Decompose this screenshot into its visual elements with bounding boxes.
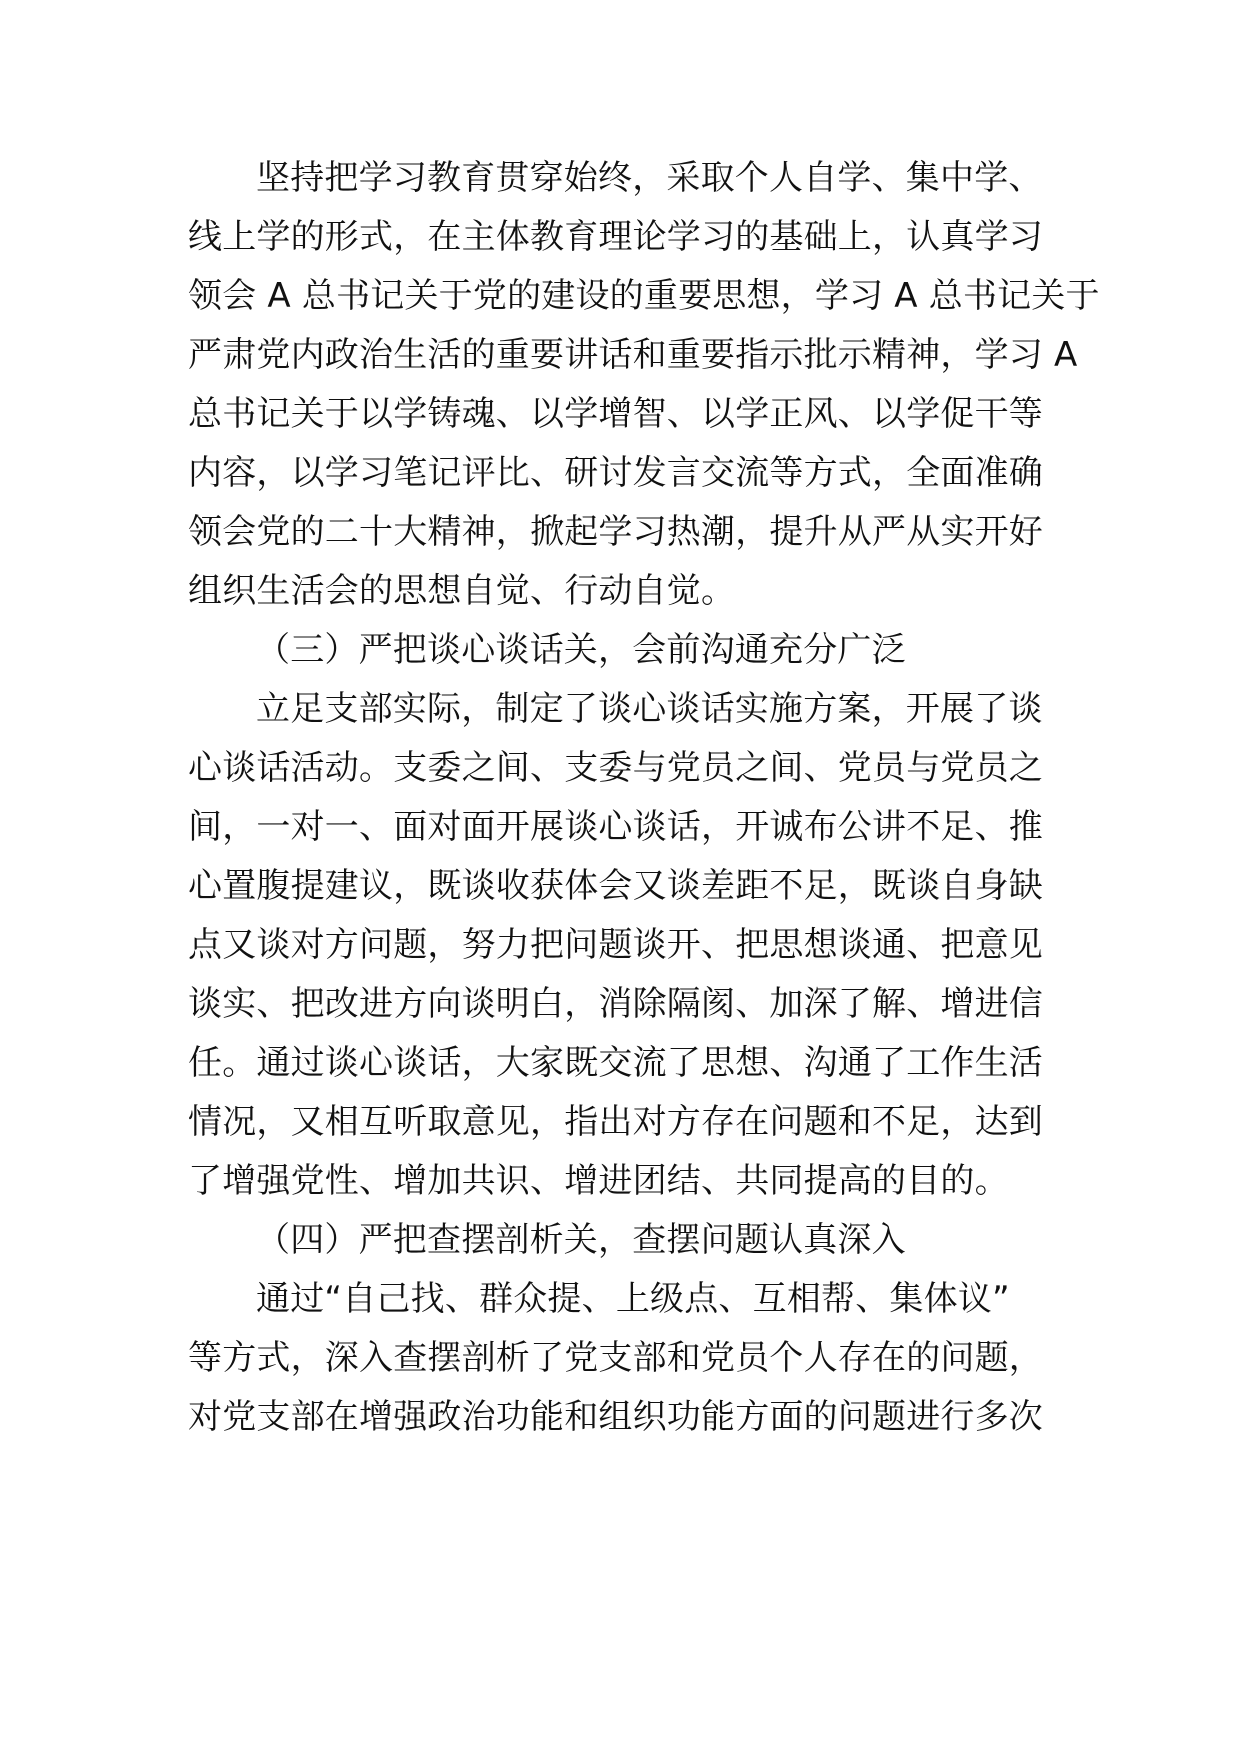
paragraph-line: 等方式，深入查摆剖析了党支部和党员个人存在的问题， — [188, 1338, 1043, 1378]
paragraph-line: 心置腹提建议，既谈收获体会又谈差距不足，既谈自身缺 — [188, 866, 1043, 906]
paragraph-line: 立足支部实际，制定了谈心谈话实施方案，开展了谈 — [256, 689, 1043, 729]
paragraph-line: 谈实、把改进方向谈明白，消除隔阂、加深了解、增进信 — [188, 984, 1043, 1024]
paragraph-line: 心谈话活动。支委之间、支委与党员之间、党员与党员之 — [188, 748, 1043, 788]
paragraph-line: 总书记关于以学铸魂、以学增智、以学正风、以学促干等 — [188, 394, 1043, 434]
paragraph-line: 坚持把学习教育贯穿始终，采取个人自学、集中学、 — [256, 158, 1043, 198]
paragraph-line: 任。通过谈心谈话，大家既交流了思想、沟通了工作生活 — [188, 1043, 1043, 1083]
paragraph-line: 通过“自己找、群众提、上级点、互相帮、集体议” — [256, 1279, 1010, 1319]
paragraph-line: 领会 A 总书记关于党的建设的重要思想，学习 A 总书记关于 — [188, 276, 1100, 316]
paragraph-line: 领会党的二十大精神，掀起学习热潮，提升从严从实开好 — [188, 512, 1043, 552]
paragraph-line: 了增强党性、增加共识、增进团结、共同提高的目的。 — [188, 1161, 1009, 1201]
paragraph-line: 线上学的形式，在主体教育理论学习的基础上，认真学习 — [188, 217, 1043, 257]
paragraph-line: 组织生活会的思想自觉、行动自觉。 — [188, 571, 736, 611]
paragraph-line: 严肃党内政治生活的重要讲话和重要指示批示精神，学习 A — [188, 335, 1078, 375]
paragraph-line: 对党支部在增强政治功能和组织功能方面的问题进行多次 — [188, 1397, 1043, 1437]
paragraph-line: 间，一对一、面对面开展谈心谈话，开诚布公讲不足、推 — [188, 807, 1043, 847]
paragraph-line: 点又谈对方问题，努力把问题谈开、把思想谈通、把意见 — [188, 925, 1043, 965]
section-heading: （四）严把查摆剖析关，查摆问题认真深入 — [256, 1220, 906, 1260]
paragraph-line: 情况，又相互听取意见，指出对方存在问题和不足，达到 — [188, 1102, 1043, 1142]
section-heading: （三）严把谈心谈话关，会前沟通充分广泛 — [256, 630, 906, 670]
paragraph-line: 内容，以学习笔记评比、研讨发言交流等方式，全面准确 — [188, 453, 1043, 493]
